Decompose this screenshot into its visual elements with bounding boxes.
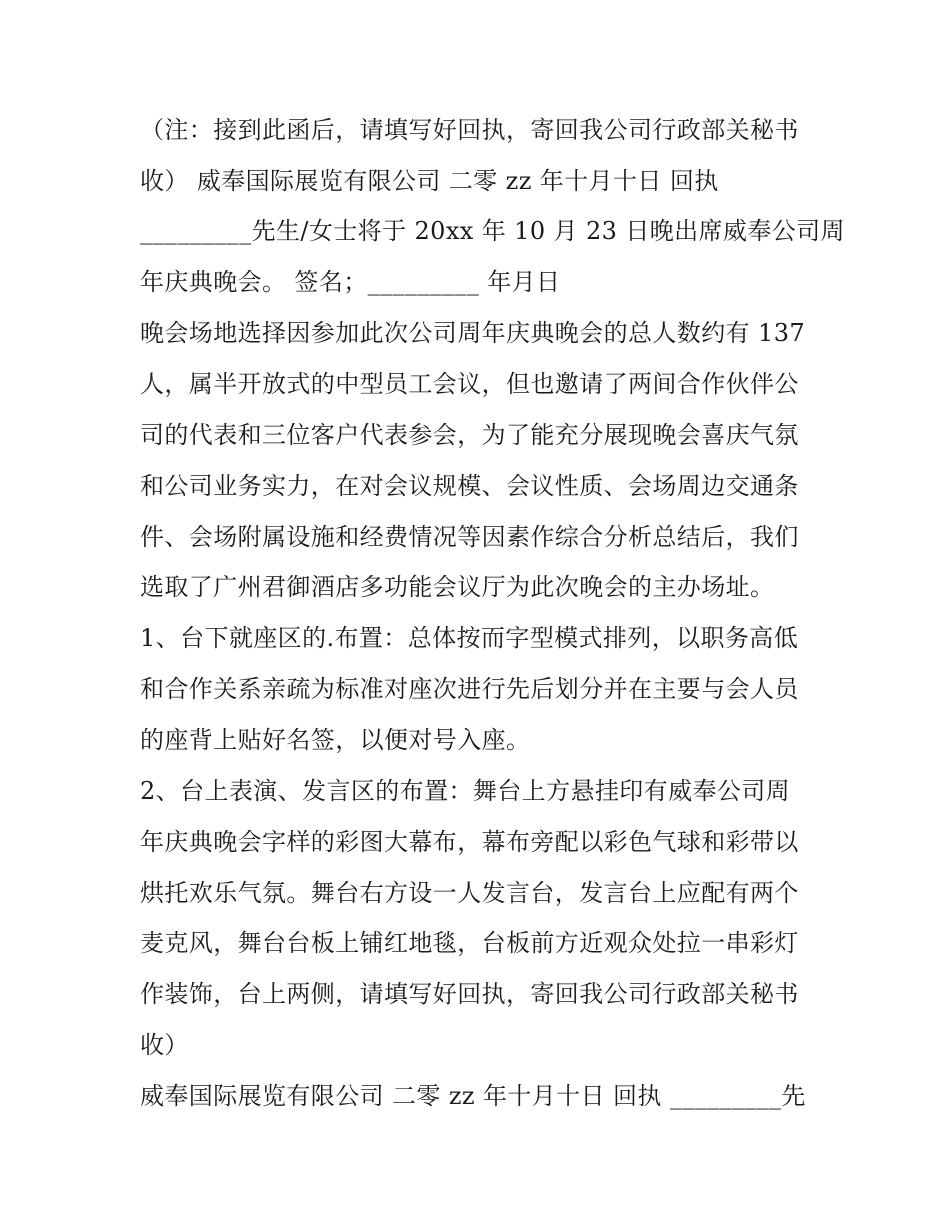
text-line: 1、台下就座区的.布置：总体按而字型模式排列，以职务高低 (140, 624, 799, 652)
text-line: 和合作关系亲疏为标准对座次进行先后划分并在主要与会人员 (140, 675, 799, 703)
text-line: 选取了广州君御酒店多功能会议厅为此次晚会的主办场址。 (140, 573, 775, 601)
text-line: 收） (140, 1031, 189, 1059)
text-line: 人，属半开放式的中型员工会议，但也邀请了两间合作伙伴公 (140, 370, 799, 398)
text-line: 和公司业务实力，在对会议规模、会议性质、会场周边交通条 (140, 472, 799, 500)
text-line: （注：接到此函后，请填写好回执，寄回我公司行政部关秘书 (140, 116, 799, 144)
text-line: 司的代表和三位客户代表参会，为了能充分展现晚会喜庆气氛 (140, 421, 799, 449)
text-line: 烘托欢乐气氛。舞台右方设一人发言台，发言台上应配有两个 (140, 879, 799, 907)
text-line: 年庆典晚会。 签名；_________ 年月日 (140, 268, 561, 296)
text-line: 威奉国际展览有限公司 二零 zz 年十月十日 回执 _________先 (140, 1082, 806, 1110)
text-line: 的座背上贴好名签，以便对号入座。 (140, 726, 531, 754)
text-line: _________先生/女士将于 20xx 年 10 月 23 日晚出席威奉公司周 (140, 217, 845, 245)
text-line: 收） 威奉国际展览有限公司 二零 zz 年十月十日 回执 (140, 167, 719, 195)
text-line: 麦克风，舞台台板上铺红地毯，台板前方近观众处拉一串彩灯 (140, 929, 799, 957)
text-line: 2、台上表演、发言区的布置：舞台上方悬挂印有威奉公司周 (140, 777, 791, 805)
text-line: 晚会场地选择因参加此次公司周年庆典晚会的总人数约有 137 (140, 319, 806, 347)
text-line: 件、会场附属设施和经费情况等因素作综合分析总结后，我们 (140, 523, 799, 551)
text-line: 年庆典晚会字样的彩图大幕布，幕布旁配以彩色气球和彩带以 (140, 828, 799, 856)
text-line: 作装饰，台上两侧，请填写好回执，寄回我公司行政部关秘书 (140, 980, 799, 1008)
